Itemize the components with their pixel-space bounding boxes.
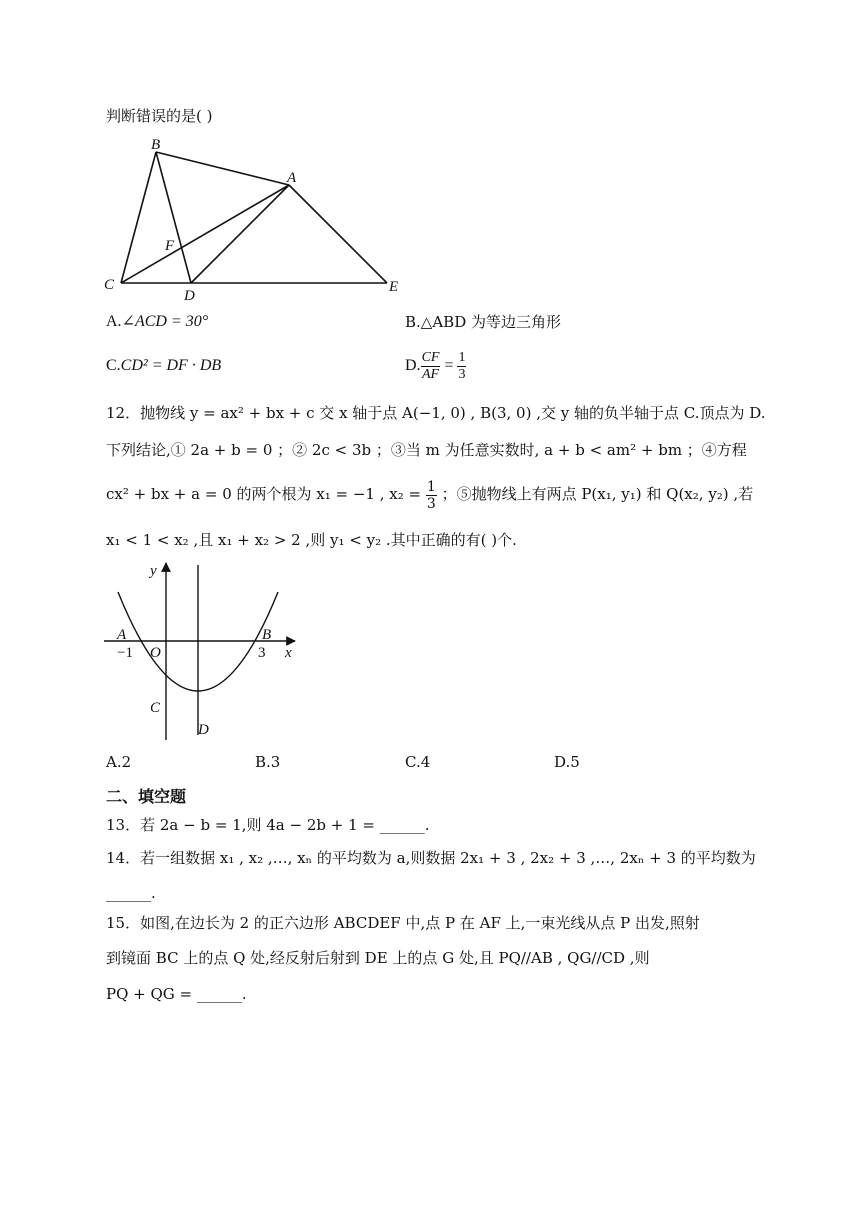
q11-option-c: C.CD² = DF · DB (106, 357, 222, 374)
q11-intro: 判断错误的是( ) (106, 107, 213, 125)
q14-line2: ______. (106, 884, 156, 902)
label-D: D (184, 288, 195, 300)
q12-line3: cx² + bx + a = 0 的两个根为 x₁ = −1 , x₂ = $\frac{1}{3}$ ；⑤抛物线上有两点 P(x₁, y₁) 和 Q(x₂, y₂) ,若 (106, 478, 754, 512)
label-F: F (165, 238, 175, 254)
graph-label-B: B (262, 627, 272, 643)
q11-option-d: D. $\frac{CF}{AF}$ = $\frac{1}{3}$ (405, 349, 466, 382)
q15-line1: 15．如图,在边长为 2 的正六边形 ABCDEF 中,点 P 在 AF 上,一束光线从点 P 出发,照射 (106, 914, 700, 932)
graph-tick-neg1: −1 (117, 645, 133, 661)
q12-option-c: C.4 (405, 753, 431, 771)
q13-text: 13．若 2a − b = 1,则 4a − 2b + 1 = ______. (106, 816, 430, 834)
q15-line2: 到镜面 BC 上的点 Q 处,经反射后射到 DE 上的点 G 处,且 PQ//AB , QG//CD ,则 (106, 949, 650, 967)
q12-line4: x₁ < 1 < x₂ ,且 x₁ + x₂ > 2 ,则 y₁ < y₂ .其中正确的有( )个. (106, 531, 517, 549)
q12-option-b: B.3 (255, 753, 281, 771)
q14-line1: 14．若一组数据 x₁ , x₂ ,…, xₙ 的平均数为 a,则数据 2x₁ + 3 , 2x₂ + 3 ,…, 2xₙ + 3 的平均数为 (106, 849, 756, 867)
q11-option-b: B.△ABD 为等边三角形 (405, 313, 561, 331)
graph-label-D: D (198, 722, 209, 738)
q12-line1: 12．抛物线 y = ax² + bx + c 交 x 轴于点 A(−1, 0) , B(3, 0) ,交 y 轴的负半轴于点 C.顶点为 D. (106, 404, 766, 422)
label-A: A (287, 170, 297, 186)
q12-graph (98, 558, 308, 743)
graph-x-label: x (285, 645, 292, 661)
graph-label-O: O (150, 645, 161, 661)
q11-figure (95, 130, 415, 300)
graph-tick-3: 3 (258, 645, 266, 661)
section-title: 二、填空题 (106, 787, 187, 806)
q15-line3: PQ + QG = ______. (106, 985, 247, 1003)
q12-option-d: D.5 (554, 753, 580, 771)
q11-option-a: A.∠ACD = 30° (106, 313, 209, 330)
q12-line2: 下列结论,① 2a + b = 0 ；② 2c < 3b ；③当 m 为任意实数时, a + b < am² + bm ；④方程 (106, 441, 747, 459)
graph-y-label: y (150, 563, 157, 579)
label-B: B (151, 137, 161, 153)
label-E: E (389, 279, 399, 295)
graph-label-A: A (117, 627, 127, 643)
graph-label-C: C (150, 700, 161, 716)
q12-option-a: A.2 (106, 753, 132, 771)
label-C: C (104, 277, 115, 293)
